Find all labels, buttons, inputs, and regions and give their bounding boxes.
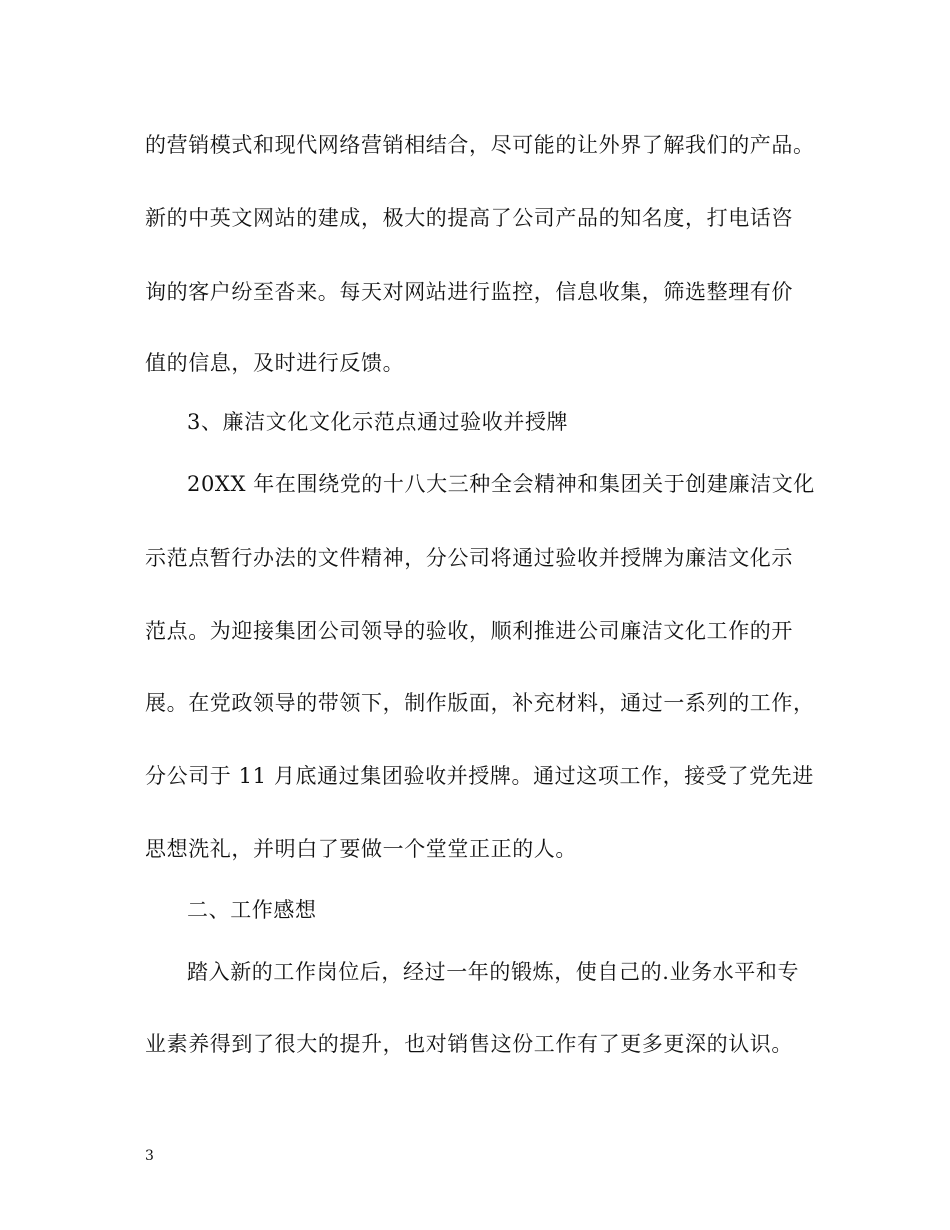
body-text-line: 思想洗礼，并明白了要做一个堂堂正正的人。 [145,837,577,861]
body-text-line: 值的信息，及时进行反馈。 [145,351,405,375]
body-text-line: 展。在党政领导的带领下，制作版面，补充材料，通过一系列的工作， [145,691,815,715]
paragraph-first-line: 踏入新的工作岗位后，经过一年的锻炼，使自己的.业务水平和专 [187,960,800,984]
section-heading: 二、工作感想 [187,898,317,922]
body-text-line: 新的中英文网站的建成，极大的提高了公司产品的知名度，打电话咨 [145,206,793,230]
body-text-line: 分公司于 11 月底通过集团验收并授牌。通过这项工作，接受了党先进 [145,764,814,788]
body-text-line: 的营销模式和现代网络营销相结合，尽可能的让外界了解我们的产品。 [145,133,815,157]
body-text-line: 示范点暂行办法的文件精神，分公司将通过验收并授牌为廉洁文化示 [145,546,793,570]
body-text-line: 询的客户纷至沓来。每天对网站进行监控，信息收集，筛选整理有价 [145,280,793,304]
paragraph-first-line: 20XX 年在围绕党的十八大三种全会精神和集团关于创建廉洁文化 [187,472,815,496]
body-text-line: 范点。为迎接集团公司领导的验收，顺利推进公司廉洁文化工作的开 [145,619,793,643]
body-text-line: 业素养得到了很大的提升，也对销售这份工作有了更多更深的认识。 [145,1032,793,1056]
page-number: 3 [145,1148,154,1164]
section-heading: 3、廉洁文化文化示范点通过验收并授牌 [187,410,569,434]
